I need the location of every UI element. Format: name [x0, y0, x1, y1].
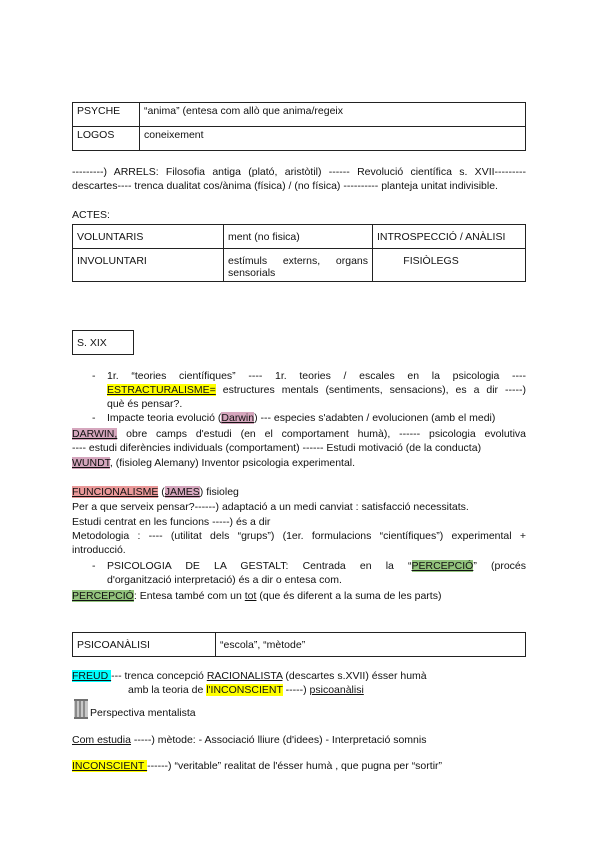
table-row [73, 225, 526, 249]
table-cell: VOLUNTARIS [73, 225, 224, 249]
funcionalisme-line-1 [72, 486, 239, 499]
table-row [73, 249, 526, 282]
text-span: ) --- especies s'adabten / evolucionen (amb el medi) [254, 412, 496, 424]
funcionalisme-line-4: Metodologia : ---- (utilitat dels “grups”) (1er. formulacions “científiques”) experimental + [72, 530, 526, 542]
table-cell: FISIÒLEGS [373, 249, 526, 282]
funcionalisme-line-5: introducció. [72, 544, 126, 556]
freud-highlight: FREUD [72, 670, 112, 682]
inconscient-label-highlight: INCONSCIENT [72, 760, 148, 772]
darwin-line-2: ---- estudi diferències individuals (comportament) ------ Estudi motivació (de la conducta) [72, 442, 482, 454]
text-span: ------) “veritable” realitat de l'ésser humà , que pugna per “sortir” [147, 760, 443, 772]
tot-underline: tot [244, 590, 257, 602]
funcionalisme-highlight: FUNCIONALISME [72, 486, 159, 498]
actes-label: ACTES: [72, 209, 110, 221]
text-span: --- trenca concepció [111, 670, 207, 682]
table-row [73, 103, 526, 127]
darwin-line-1 [72, 428, 526, 441]
actes-table [72, 224, 526, 282]
sxix-label: S. XIX [73, 331, 134, 355]
table-cell: coneixement [140, 127, 526, 151]
table-cell: “escola”, “mètode” [216, 633, 526, 657]
cell-text: estímuls externs, organs sensorials [228, 255, 368, 279]
bullet-1-line-1: 1r. “teories científiques” ---- 1r. teories / escales en la psicologia ---- [107, 370, 526, 382]
wundt-line [72, 457, 355, 470]
psyche-logos-table [72, 102, 526, 151]
table-cell: ment (no fisica) [224, 225, 373, 249]
darwin-label-highlight: DARWIN, [72, 428, 118, 440]
percepcio-line [72, 590, 441, 603]
funcionalisme-line-2: Per a que serveix pensar?------) adaptació a un medi canviat : satisfacció necessitats. [72, 501, 469, 513]
bullet-2-line [107, 412, 495, 425]
table-cell: LOGOS [73, 127, 140, 151]
text-span: ( [158, 486, 165, 498]
com-estudia-underline: Com estudia [72, 734, 131, 746]
james-highlight: JAMES [164, 486, 200, 498]
sxix-box [72, 330, 134, 355]
gestalt-line-1 [107, 560, 526, 573]
text-span: -----) mètode: - Associació lliure (d'idees) - Interpretació somnis [130, 734, 427, 746]
inconscient-line [72, 760, 442, 773]
text-span: Impacte teoria evolució ( [107, 412, 222, 424]
table-row [73, 127, 526, 151]
table-row [73, 633, 526, 657]
pillar-icon [74, 699, 88, 719]
inconscient-highlight: l'INCONSCIENT [206, 684, 283, 696]
text-span: ” (procés [473, 560, 526, 572]
com-estudia-line [72, 734, 426, 747]
text-span: -----) [282, 684, 310, 696]
table-cell [224, 249, 373, 282]
bullet-dash: - [92, 412, 96, 424]
text-span: : Entesa també com un [133, 590, 245, 602]
arrels-line-1: ---------) ARRELS: Filosofia antiga (plató, aristòtil) ------ Revolució científica s. XVII--------- [72, 166, 526, 178]
wundt-highlight: WUNDT [72, 457, 110, 469]
text-span: (descartes s.XVII) ésser humà [282, 670, 427, 682]
table-cell: “anima” (entesa com allò que anima/regeix [140, 103, 526, 127]
bullet-1-line-2 [107, 384, 526, 397]
text-span: estructures mentals (sentiments, sensacions), es a dir -----) [215, 384, 526, 396]
psicoanalisi-underline: psicoanàlisi [309, 684, 364, 696]
freud-line-1 [72, 670, 427, 683]
racionalista-underline: RACIONALISTA [206, 670, 283, 682]
freud-line-2 [128, 684, 364, 697]
text-span: PSICOLOGIA DE LA GESTALT: Centrada en la “ [107, 560, 412, 572]
table-cell: PSYCHE [73, 103, 140, 127]
bullet-dash: - [92, 560, 96, 572]
psicoanalisi-table [72, 632, 526, 657]
table-cell: INTROSPECCIÓ / ANÀLISI [373, 225, 526, 249]
bullet-dash: - [92, 370, 96, 382]
arrels-line-2: descartes---- trenca dualitat cos/ànima (física) / (no física) ---------- planteja unitat indivisible. [72, 180, 498, 192]
text-span: obre camps d'estudi (en el comportament humà), ------ psicologia evolutiva [117, 428, 526, 440]
table-cell: INVOLUNTARI [73, 249, 224, 282]
text-span: ) fisioleg [199, 486, 239, 498]
text-span: amb la teoria de [128, 684, 207, 696]
perspectiva-mentalista: Perspectiva mentalista [90, 707, 196, 719]
percepcio-highlight: PERCEPCIÓ [411, 560, 474, 572]
text-span: , (fisioleg Alemany) Inventor psicologia experimental. [109, 457, 356, 469]
estructuralisme-highlight: ESTRACTURALISME= [107, 384, 216, 396]
percepcio-label-highlight: PERCEPCIÓ [72, 590, 134, 602]
gestalt-line-2: d'organització interpretació) és a dir o entesa com. [107, 574, 342, 586]
text-span: (que és diferent a la suma de les parts) [256, 590, 442, 602]
darwin-highlight: Darwin [221, 412, 255, 424]
table-cell: PSICOANÀLISI [73, 633, 216, 657]
bullet-1-line-3: què és pensar?. [107, 398, 183, 410]
funcionalisme-line-3: Estudi centrat en les funcions -----) és a dir [72, 516, 271, 528]
